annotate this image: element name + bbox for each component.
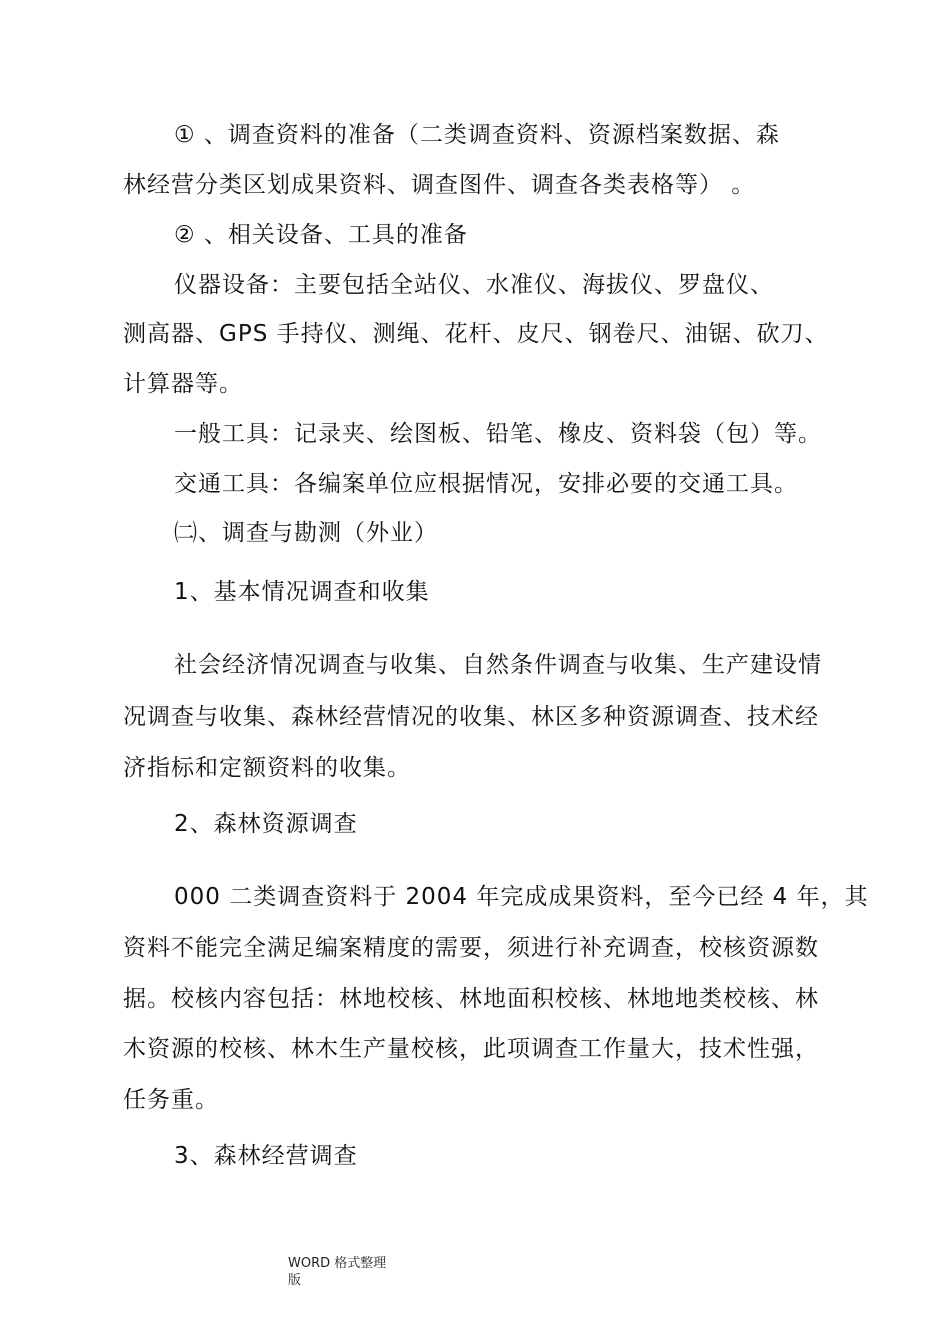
- text-line: ① 、调查资料的准备（二类调查资料、资源档案数据、森: [174, 122, 780, 148]
- text-line: 交通工具：各编案单位应根据情况，安排必要的交通工具。: [174, 471, 798, 497]
- text-line: 林经营分类区划成果资料、调查图件、调查各类表格等） 。: [123, 172, 756, 198]
- text-line: 据。校核内容包括：林地校核、林地面积校核、林地地类校核、林: [123, 986, 819, 1012]
- text-line: 000 二类调查资料于 2004 年完成成果资料，至今已经 4 年，其: [174, 884, 869, 910]
- text-line: 测高器、GPS 手持仪、测绳、花杆、皮尺、钢卷尺、油锯、砍刀、: [123, 321, 829, 347]
- subsection-heading: 2、森林资源调查: [174, 811, 358, 837]
- text-line: ② 、相关设备、工具的准备: [174, 222, 468, 248]
- text-line: 济指标和定额资料的收集。: [123, 755, 411, 781]
- subsection-heading: 3、森林经营调查: [174, 1143, 358, 1169]
- subsection-heading: 1、基本情况调查和收集: [174, 579, 430, 605]
- text-line: 计算器等。: [123, 371, 243, 397]
- text-line: 任务重。: [123, 1087, 219, 1113]
- text-line: 木资源的校核、林木生产量校核，此项调查工作量大，技术性强，: [123, 1036, 819, 1062]
- footer-text: WORD 格式整理: [288, 1256, 387, 1271]
- text-line: 资料不能完全满足编案精度的需要，须进行补充调查，校核资源数: [123, 935, 819, 961]
- text-line: 一般工具：记录夹、绘图板、铅笔、橡皮、资料袋（包）等。: [174, 421, 822, 447]
- section-heading: ㈡、调查与勘测（外业）: [174, 520, 438, 546]
- text-line: 况调查与收集、森林经营情况的收集、林区多种资源调查、技术经: [123, 704, 819, 730]
- text-line: 仪器设备：主要包括全站仪、水准仪、海拔仪、罗盘仪、: [174, 272, 774, 298]
- footer-text: 版: [288, 1273, 302, 1288]
- text-line: 社会经济情况调查与收集、自然条件调查与收集、生产建设情: [174, 652, 822, 678]
